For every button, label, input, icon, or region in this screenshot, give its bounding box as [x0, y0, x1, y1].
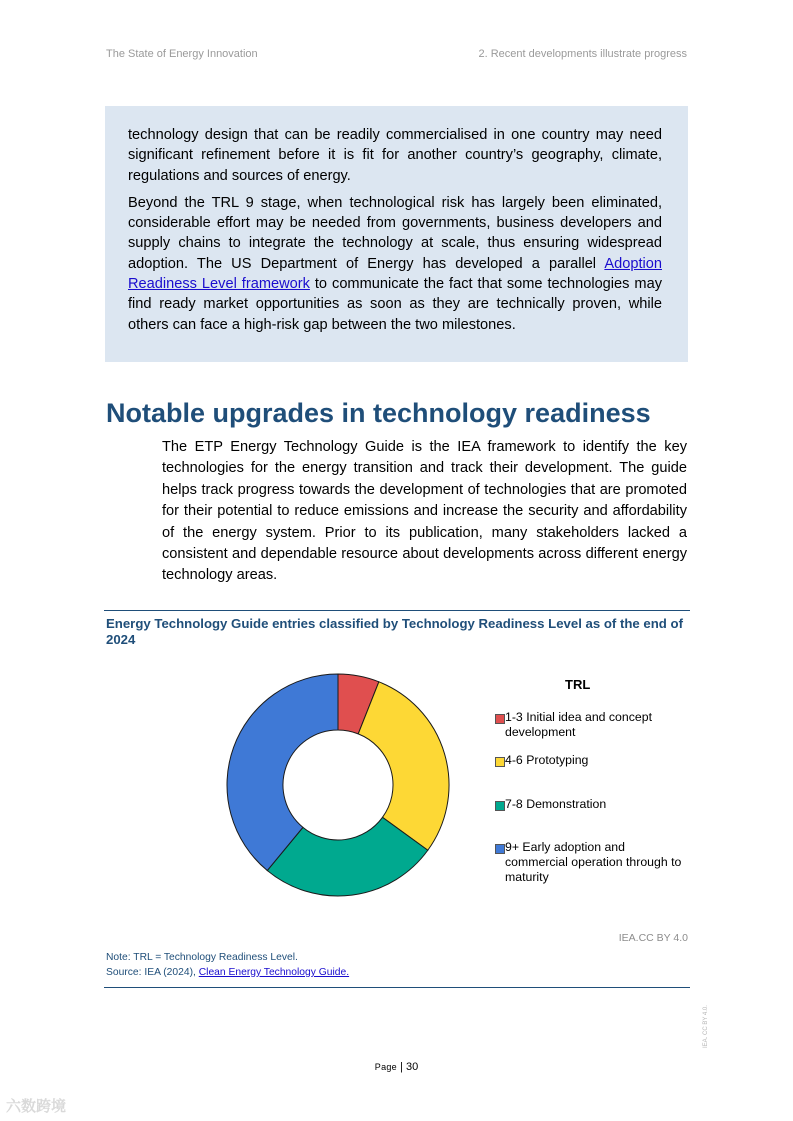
legend-swatch — [495, 757, 505, 767]
info-box-text-before-link: Beyond the TRL 9 stage, when technological risk has largely been eliminated, considerable effort may be needed from governments, business developers and supply chains to integrate the technology at scale, thus ensuring widespread adoption. The US Department of Energy has developed a parallel — [128, 194, 662, 272]
page-separator: | — [397, 1061, 406, 1073]
donut-slice-trl-4-6 — [358, 682, 449, 850]
section-body: The ETP Energy Technology Guide is the IEA framework to identify the key technologies for the energy transition and track their development. The guide helps track progress towards the development of technologies that are promoted for their potential to reduce emissions and increase the security and affordability of the energy system. Prior to its publication, many stakeholders lacked a consistent and dependable resource about developments across different energy technology areas. — [162, 439, 687, 584]
running-header-title: The State of Energy Innovation — [106, 48, 258, 60]
page-label: Page — [374, 1062, 397, 1072]
info-box-paragraph-1: technology design that can be readily commercialised in one country may need significant refinement before it is fit for another country’s geography, climate, regulations and sources of energy. — [128, 127, 662, 184]
figure-bottom-rule — [104, 987, 690, 988]
legend-swatch — [495, 801, 505, 811]
donut-slices — [227, 674, 449, 896]
clean-energy-technology-guide-link[interactable]: Clean Energy Technology Guide. — [198, 967, 350, 978]
side-license: IEA. CC BY 4.0. — [703, 1005, 709, 1048]
section-title: Notable upgrades in technology readiness — [106, 398, 651, 428]
adoption-readiness-link[interactable]: Adoption Readiness Level framework — [128, 255, 662, 293]
legend-label: 9+ Early adoption and commercial operation through to maturity — [505, 840, 682, 884]
page-number — [0, 1061, 793, 1073]
legend-label: 1-3 Initial idea and concept development — [505, 710, 652, 739]
legend-title: TRL — [565, 677, 591, 692]
legend-item-trl-4-6 — [495, 753, 685, 768]
watermark: 六数跨境 — [6, 1098, 67, 1115]
legend-label: 4-6 Prototyping — [505, 753, 589, 767]
figure-source-prefix: Source: IEA (2024), — [106, 967, 199, 978]
info-box-text-after-link: to communicate the fact that some technologies may find ready market opportunities as soon as they are technically proven, while others can face a high-risk gap between the two milestones. — [128, 276, 662, 333]
legend-swatch — [495, 714, 505, 724]
page-number-value: 30 — [405, 1061, 419, 1073]
figure-source — [106, 967, 349, 978]
legend-item-trl-1-3 — [495, 710, 685, 740]
figure-credit: IEA.CC BY 4.0 — [618, 932, 688, 944]
legend-swatch — [495, 844, 505, 854]
figure-note: Note: TRL = Technology Readiness Level. — [106, 952, 298, 963]
running-header-chapter: 2. Recent developments illustrate progress — [478, 48, 687, 60]
figure-title: Energy Technology Guide entries classified by Technology Readiness Level as of the end of 2024 — [106, 616, 683, 647]
legend-item-trl-7-8 — [495, 797, 685, 812]
legend-label: 7-8 Demonstration — [505, 797, 607, 811]
legend-item-trl-9-plus — [495, 840, 685, 885]
